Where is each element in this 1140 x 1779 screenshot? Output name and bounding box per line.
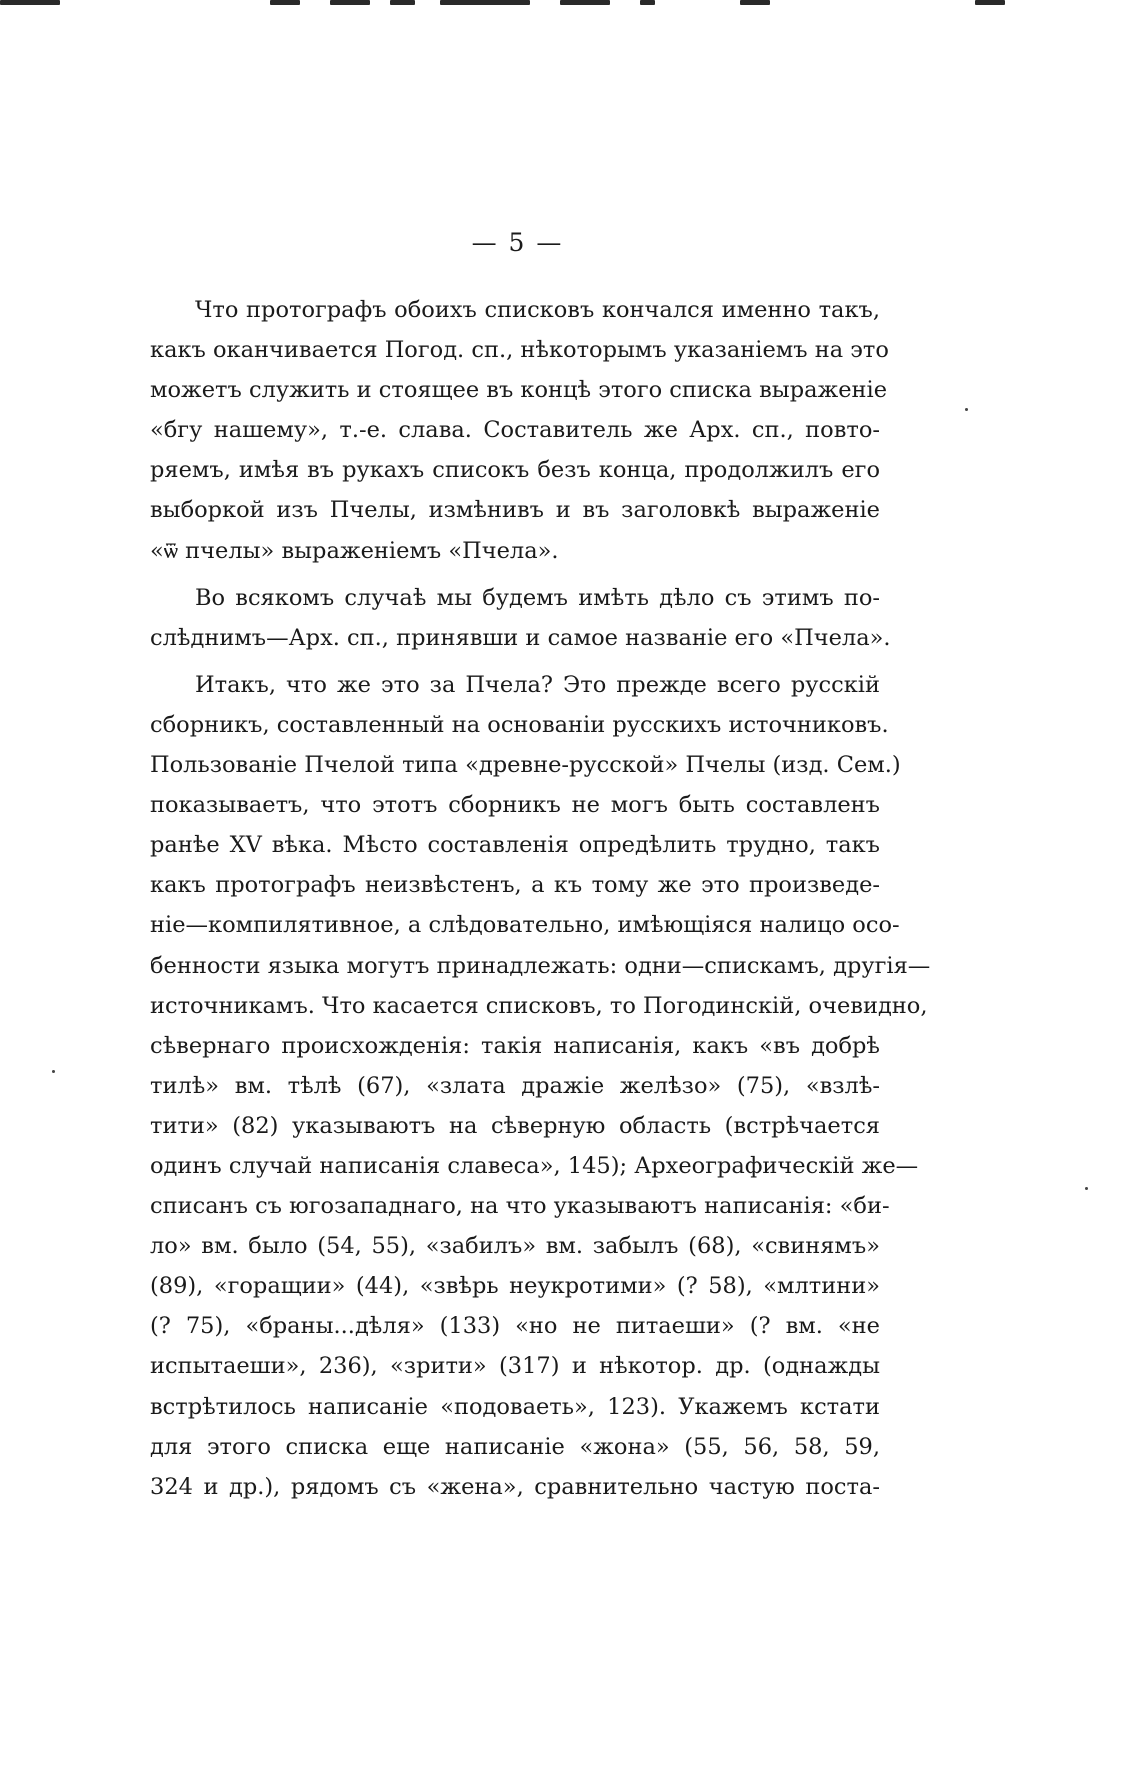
text-line: слѣднимъ—Арх. сп., принявши и самое названіе его «Пчела». [150,624,891,651]
text-line: одинъ случай написанія славеса», 145); Археографическій же— [150,1152,919,1179]
scan-top-edge-artifact [0,0,1140,12]
text-line: Что протографъ обоихъ списковъ кончался именно такъ, [195,297,880,323]
text-line: тити» (82) указываютъ на сѣверную область (встрѣчается [150,1112,880,1139]
paragraph-2 [150,578,891,658]
text-line: (? 75), «браны...дѣля» (133) «но не питаеши» (? вм. «не [150,1313,880,1340]
text-line: Пользованіе Пчелой типа «древне-русской» Пчелы (изд. Сем.) [150,752,901,779]
text-line: 324 и др.), рядомъ съ «жена», сравнительно частую поста- [150,1473,880,1500]
paragraph-3 [150,665,931,1507]
text-line: источникамъ. Что касается списковъ, то Погодинскій, очевидно, [150,992,928,1019]
text-line: ранѣе XV вѣка. Мѣсто составленія опредѣлить трудно, такъ [150,832,880,859]
text-line: Во всякомъ случаѣ мы будемъ имѣть дѣло съ этимъ по- [195,584,880,611]
text-line: ніе—компилятивное, а слѣдовательно, имѣющіяся налицо осо- [150,912,900,939]
text-line: «ѿ пчелы» выраженіемъ «Пчела». [150,537,559,564]
text-line: сѣвернаго происхожденія: такія написанія, какъ «въ добрѣ [150,1032,880,1059]
text-line: (89), «горащии» (44), «звѣрь неукротими» (? 58), «млтини» [150,1273,880,1300]
scan-speck [52,1070,55,1073]
body-text [150,290,931,1507]
page-number: — 5 — [471,228,564,257]
text-line: бенности языка могутъ принадлежать: одни—спискамъ, другія— [150,952,931,979]
text-line: Итакъ, что же это за Пчела? Это прежде всего русскій [195,671,880,698]
text-line: тилѣ» вм. тѣлѣ (67), «злата дражіе желѣзо» (75), «взлѣ- [150,1072,880,1099]
text-line: испытаеши», 236), «зрити» (317) и нѣкотор. др. (однажды [150,1353,880,1380]
text-line: «бгу нашему», т.-е. слава. Составитель же Арх. сп., повто- [150,417,880,444]
text-line: для этого списка еще написаніе «жона» (55, 56, 58, 59, [150,1433,880,1460]
scan-speck [965,408,968,411]
text-line: можетъ служить и стоящее въ концѣ этого списка выраженіе [150,377,888,404]
text-line: выборкой изъ Пчелы, измѣнивъ и въ заголовкѣ выраженіе [150,497,880,524]
text-line: встрѣтилось написаніе «подоваеть», 123). Укажемъ кстати [150,1393,880,1420]
scan-speck [1085,1187,1088,1190]
text-line: сборникъ, составленный на основаніи русскихъ источниковъ. [150,711,889,738]
paragraph-1 [150,290,889,571]
text-line: списанъ съ югозападнаго, на что указываютъ написанія: «би- [150,1193,890,1220]
text-line: какъ оканчивается Погод. сп., нѣкоторымъ указаніемъ на это [150,337,889,364]
text-line: ряемъ, имѣя въ рукахъ списокъ безъ конца, продолжилъ его [150,457,880,484]
text-line: показываетъ, что этотъ сборникъ не могъ быть составленъ [150,792,880,819]
text-line: какъ протографъ неизвѣстенъ, а къ тому же это произведе- [150,872,880,899]
text-line: ло» вм. было (54, 55), «забилъ» вм. забылъ (68), «свинямъ» [150,1233,880,1260]
